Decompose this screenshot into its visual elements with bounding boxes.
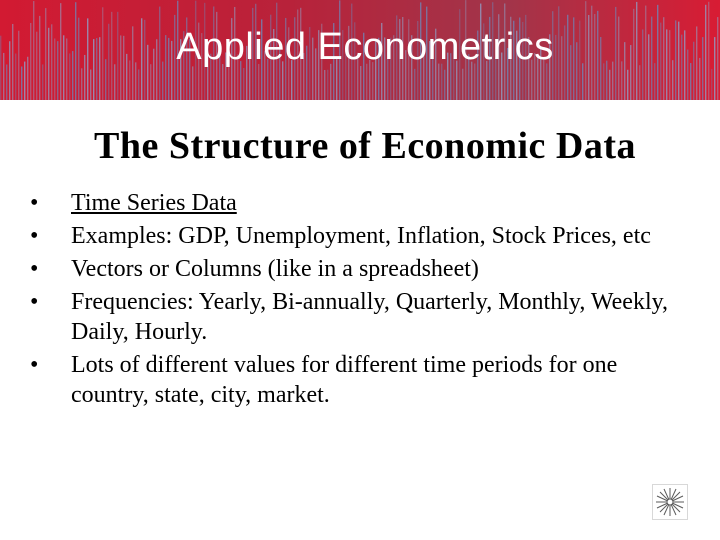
bullet-text: Vectors or Columns (like in a spreadsheet) <box>71 256 479 282</box>
decorative-bar <box>81 68 82 100</box>
bullet-item <box>20 188 680 218</box>
bullet-dot: • <box>30 256 39 282</box>
decorative-bar <box>639 65 640 100</box>
decorative-bar <box>360 66 361 100</box>
decorative-bar <box>462 69 463 100</box>
bullet-text: Frequencies: Yearly, Bi-annually, Quarterly, Monthly, Weekly, Daily, Hourly. <box>71 289 669 345</box>
header-banner <box>0 0 720 100</box>
decorative-bar <box>330 64 331 100</box>
starburst-logo-icon <box>652 484 688 520</box>
bullet-dot: • <box>30 289 39 315</box>
decorative-bar <box>609 70 610 100</box>
bullet-item <box>20 254 680 284</box>
bullet-dot: • <box>30 223 39 249</box>
decorative-bar <box>243 68 244 100</box>
decorative-bar <box>441 64 442 100</box>
decorative-bar <box>6 65 7 100</box>
decorative-bar <box>150 64 151 100</box>
decorative-bar <box>114 64 115 100</box>
bullet-text: Examples: GDP, Unemployment, Inflation, Stock Prices, etc <box>71 223 651 249</box>
bullet-item <box>20 287 680 347</box>
decorative-bar <box>258 64 259 100</box>
header-title: Applied Econometrics <box>176 26 554 68</box>
decorative-bar <box>444 70 445 100</box>
decorative-bar <box>90 70 91 100</box>
bullet-item <box>20 221 680 251</box>
decorative-bar <box>627 70 628 100</box>
bullet-dot: • <box>30 190 39 216</box>
decorative-bar <box>438 64 439 100</box>
bullet-dot: • <box>30 352 39 378</box>
decorative-bar <box>21 66 22 100</box>
decorative-bar <box>414 69 415 100</box>
decorative-bar <box>192 66 193 100</box>
decorative-bar <box>366 64 367 100</box>
decorative-bar <box>222 64 223 100</box>
bullet-text: Lots of different values for different time periods for one country, state, city, market. <box>71 352 618 408</box>
bullet-item <box>20 350 680 410</box>
decorative-bar <box>138 69 139 100</box>
decorative-bar <box>327 70 328 100</box>
slide-title: The Structure of Economic Data <box>93 125 636 167</box>
decorative-bar <box>42 64 43 100</box>
decorative-bar <box>711 69 712 100</box>
bullet-list <box>20 188 680 413</box>
bullet-text[interactable]: Time Series Data <box>71 190 237 216</box>
decorative-bar <box>324 70 325 100</box>
